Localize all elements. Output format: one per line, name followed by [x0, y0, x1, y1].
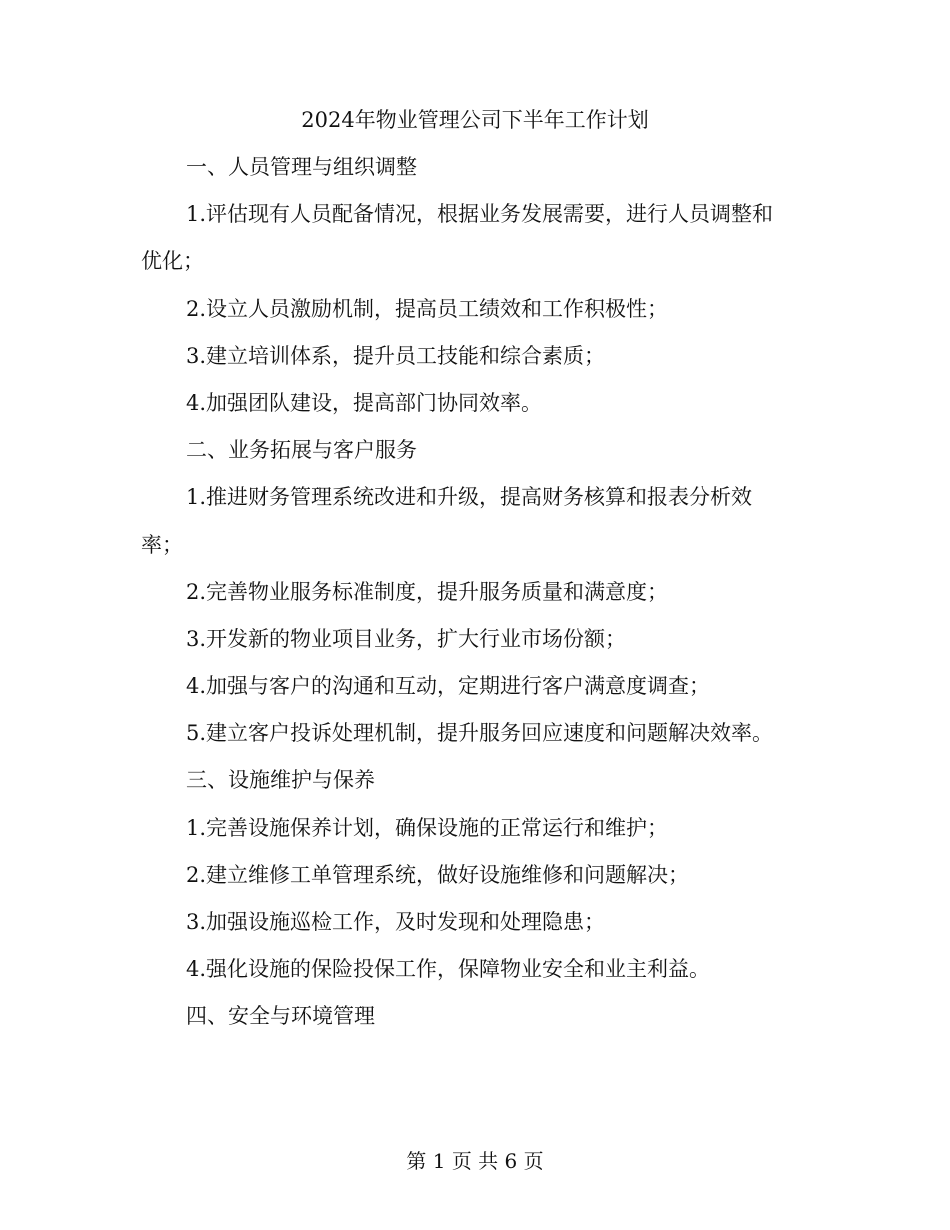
text-line: 2.完善物业服务标准制度，提升服务质量和满意度；: [186, 579, 669, 604]
text-line: 4.加强团队建设，提高部门协同效率。: [186, 390, 543, 415]
text-line: 率；: [141, 532, 183, 557]
text-line: 一、人员管理与组织调整: [186, 155, 417, 179]
text-line: 四、安全与环境管理: [186, 1004, 375, 1029]
text-line: 3.开发新的物业项目业务，扩大行业市场份额；: [186, 626, 627, 651]
page-title: 2024年物业管理公司下半年工作计划: [301, 108, 649, 132]
text-line: 1.完善设施保养计划，确保设施的正常运行和维护；: [186, 815, 669, 840]
text-line: 2.设立人员激励机制，提高员工绩效和工作积极性；: [186, 296, 669, 321]
page-footer: 第 1 页 共 6 页: [406, 1149, 544, 1173]
text-line: 4.加强与客户的沟通和互动，定期进行客户满意度调查；: [186, 674, 711, 699]
text-line: 3.加强设施巡检工作，及时发现和处理隐患；: [186, 910, 606, 934]
text-line: 二、业务拓展与客户服务: [186, 438, 417, 463]
document-body: [141, 153, 821, 1050]
text-line: 4.强化设施的保险投保工作，保障物业安全和业主利益。: [186, 957, 711, 982]
text-line: 三、设施维护与保养: [186, 768, 375, 793]
text-line: 5.建立客户投诉处理机制，提升服务回应速度和问题解决效率。: [186, 721, 774, 746]
text-line: 2.建立维修工单管理系统，做好设施维修和问题解决；: [186, 862, 690, 887]
text-line: 3.建立培训体系，提升员工技能和综合素质；: [186, 343, 606, 368]
text-line: 1.推进财务管理系统改进和升级，提高财务核算和报表分析效: [186, 485, 753, 510]
text-line: 1.评估现有人员配备情况，根据业务发展需要，进行人员调整和: [186, 202, 774, 227]
text-line: 优化；: [141, 249, 204, 274]
